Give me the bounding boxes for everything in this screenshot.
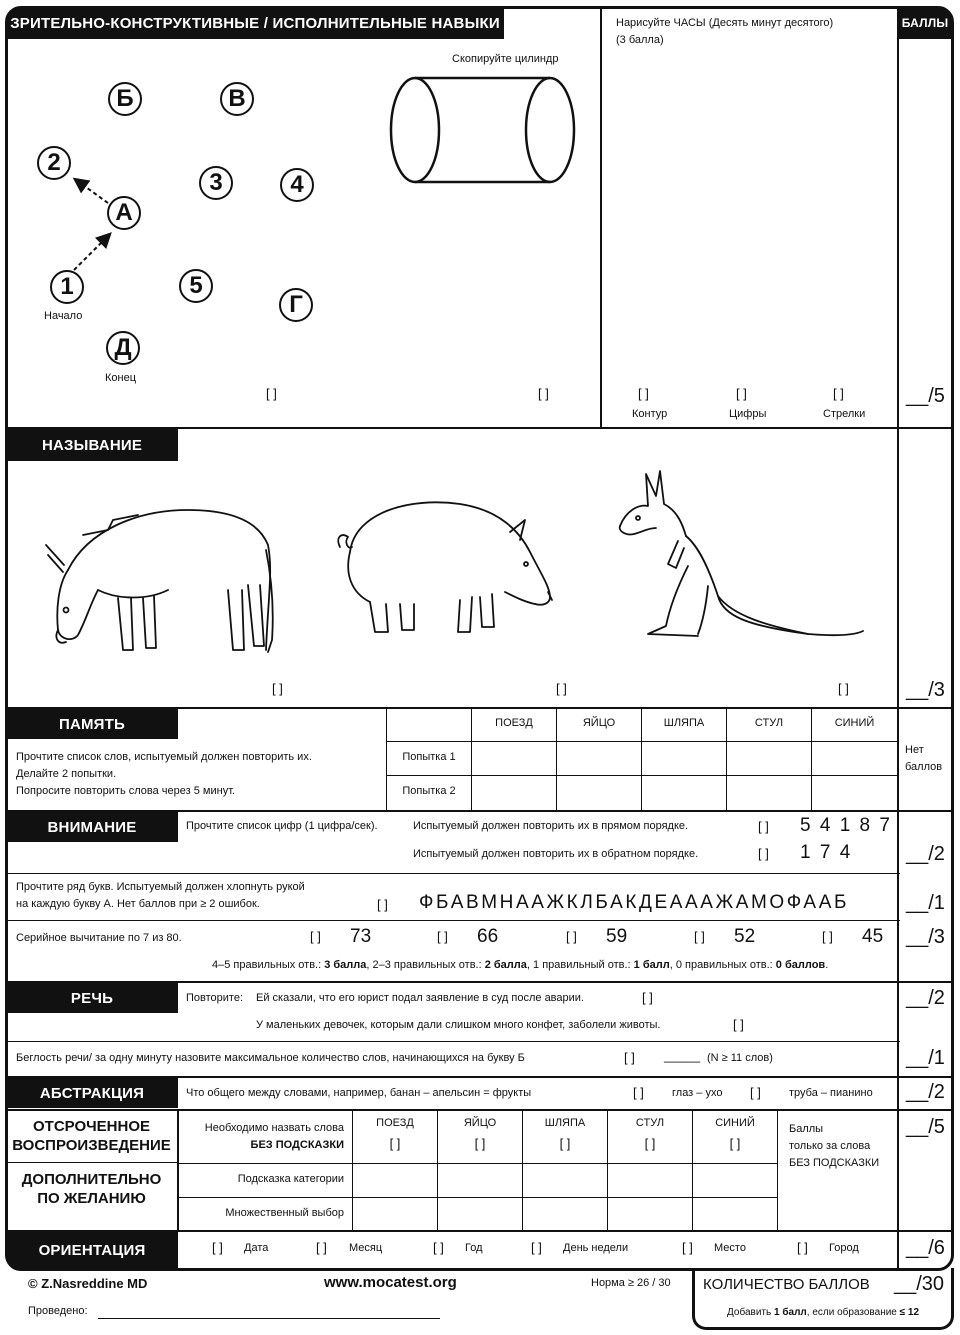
score-bracket[interactable]: [ ] bbox=[316, 1240, 327, 1255]
website-link[interactable]: www.mocatest.org bbox=[324, 1274, 457, 1291]
score-bracket[interactable]: [ ] bbox=[682, 1240, 693, 1255]
memory-word-header: ЯЙЦО bbox=[582, 717, 616, 729]
grid-line bbox=[386, 741, 897, 742]
score-bracket[interactable]: [ ] bbox=[531, 1240, 542, 1255]
score-bracket[interactable]: [ ] bbox=[638, 386, 649, 401]
score-bracket[interactable]: [ ] bbox=[559, 1136, 571, 1151]
orientation-item: Дата bbox=[244, 1242, 269, 1254]
orientation-item: Месяц bbox=[349, 1242, 383, 1254]
score-delayed: __/5 bbox=[906, 1116, 945, 1138]
score-digits: __/2 bbox=[906, 843, 945, 865]
repeat-sentence-2: У маленьких девочек, которым дали слишком много конфет, заболели животы. bbox=[256, 1019, 661, 1031]
score-bracket[interactable]: [ ] bbox=[642, 990, 653, 1005]
divider bbox=[600, 6, 602, 427]
education-bonus-note bbox=[727, 1307, 919, 1318]
section-header-memory: ПАМЯТЬ bbox=[6, 709, 178, 739]
score-naming: __/3 bbox=[906, 679, 945, 701]
trail-node: 5 bbox=[179, 269, 213, 303]
section-header-language: РЕЧЬ bbox=[6, 983, 178, 1013]
orientation-item: День недели bbox=[563, 1242, 629, 1254]
score-total: __/30 bbox=[894, 1273, 945, 1295]
header-line: ВОСПРОИЗВЕДЕНИЕ bbox=[12, 1137, 171, 1154]
delayed-points-note bbox=[789, 1121, 879, 1172]
score-column-divider bbox=[897, 6, 899, 1271]
memory-no-points-line: Нет bbox=[905, 744, 924, 756]
trail-arrow bbox=[76, 180, 108, 203]
delayed-word-header: ШЛЯПА bbox=[544, 1117, 586, 1129]
fluency-instruction: Беглость речи/ за одну минуту назовите максимальное количество слов, начинающихся на букву Б bbox=[16, 1052, 525, 1064]
divider bbox=[177, 1109, 179, 1230]
note-line: Баллы bbox=[789, 1123, 824, 1135]
score-bracket[interactable]: [ ] bbox=[566, 929, 577, 944]
divider bbox=[5, 1041, 900, 1042]
letter-sequence: ФБАВМНААЖКЛБАКДЕАААЖАМОФААБ bbox=[419, 892, 850, 913]
score-bracket[interactable]: [ ] bbox=[556, 681, 567, 696]
divider bbox=[6, 1162, 177, 1163]
memory-instruction-line: Делайте 2 попытки. bbox=[16, 768, 117, 780]
trail-making-arrows bbox=[6, 40, 366, 400]
copyright: © Z.Nasreddine MD bbox=[28, 1276, 148, 1291]
score-abstraction: __/2 bbox=[906, 1081, 945, 1103]
note-text: , если образование bbox=[806, 1307, 900, 1318]
divider bbox=[5, 1109, 954, 1111]
scoring-text: 1 балл bbox=[633, 959, 670, 971]
orientation-item: Год bbox=[465, 1242, 483, 1254]
trail-node: В bbox=[220, 82, 254, 116]
score-serial7: __/3 bbox=[906, 926, 945, 948]
cylinder-drawing bbox=[385, 72, 585, 190]
scoring-text: , 0 правильных отв.: bbox=[669, 959, 776, 971]
clock-numbers-label: Цифры bbox=[729, 408, 767, 420]
norm-label: Норма ≥ 26 / 30 bbox=[591, 1277, 671, 1289]
score-bracket[interactable]: [ ] bbox=[736, 386, 747, 401]
score-bracket[interactable]: [ ] bbox=[377, 897, 388, 912]
grid-line bbox=[178, 1163, 777, 1164]
grid-line bbox=[777, 1109, 778, 1230]
section-header-visuo: ЗРИТЕЛЬНО-КОНСТРУКТИВНЫЕ / ИСПОЛНИТЕЛЬНЫЕ НАВЫКИ bbox=[6, 7, 504, 39]
score-bracket[interactable]: [ ] bbox=[310, 929, 321, 944]
trail-node: 3 bbox=[199, 166, 233, 200]
score-bracket[interactable]: [ ] bbox=[633, 1085, 644, 1100]
score-bracket[interactable]: [ ] bbox=[758, 846, 769, 861]
digits-instruction: Прочтите список цифр (1 цифра/сек). bbox=[186, 820, 378, 832]
note-text: 1 балл bbox=[773, 1307, 807, 1318]
memory-instructions bbox=[16, 749, 312, 800]
memory-trial-1-label: Попытка 1 bbox=[402, 751, 456, 763]
delayed-instruction-line: Необходимо назвать слова bbox=[204, 1122, 344, 1134]
scoring-text: . bbox=[825, 959, 829, 971]
score-letters: __/1 bbox=[906, 892, 945, 914]
fluency-count-field[interactable]: _____ bbox=[664, 1048, 701, 1063]
delayed-word-header: СИНИЙ bbox=[715, 1117, 755, 1129]
scoring-text: , 2–3 правильных отв.: bbox=[366, 959, 485, 971]
fluency-norm: (N ≥ 11 слов) bbox=[707, 1052, 773, 1064]
letters-instructions bbox=[16, 879, 305, 913]
score-bracket[interactable]: [ ] bbox=[750, 1085, 761, 1100]
serial7-value: 66 bbox=[477, 926, 499, 947]
delayed-word-header: ПОЕЗД bbox=[376, 1117, 414, 1129]
trail-node: 2 bbox=[37, 146, 71, 180]
serial7-scoring-rules bbox=[212, 959, 828, 971]
abstraction-pair-2: труба – пианино bbox=[789, 1087, 873, 1099]
delayed-instruction-line: БЕЗ ПОДСКАЗКИ bbox=[250, 1139, 344, 1151]
backward-instruction: Испытуемый должен повторить их в обратном порядке. bbox=[413, 848, 699, 860]
score-visuo: __/5 bbox=[906, 385, 945, 407]
score-bracket[interactable]: [ ] bbox=[694, 929, 705, 944]
score-bracket[interactable]: [ ] bbox=[272, 681, 283, 696]
forward-instruction: Испытуемый должен повторить их в прямом порядке. bbox=[413, 820, 689, 832]
abstraction-pair-1: глаз – ухо bbox=[672, 1087, 723, 1099]
section-header-naming: НАЗЫВАНИЕ bbox=[6, 429, 178, 461]
serial7-value: 59 bbox=[606, 926, 628, 947]
note-line: только за слова bbox=[789, 1140, 871, 1152]
score-bracket[interactable]: [ ] bbox=[437, 929, 448, 944]
forward-digits: 5 4 1 8 7 bbox=[800, 815, 892, 836]
score-bracket[interactable]: [ ] bbox=[729, 1136, 741, 1151]
orientation-item: Место bbox=[714, 1242, 746, 1254]
score-repeat: __/2 bbox=[906, 987, 945, 1009]
score-bracket[interactable]: [ ] bbox=[212, 1240, 223, 1255]
scoring-text: 4–5 правильных отв.: bbox=[212, 959, 325, 971]
delayed-word-header: СТУЛ bbox=[635, 1117, 665, 1129]
grid-line bbox=[386, 775, 897, 776]
delayed-instruction bbox=[186, 1120, 344, 1154]
clock-points: (3 балла) bbox=[616, 34, 664, 46]
clock-hands-label: Стрелки bbox=[823, 408, 866, 420]
scoring-text: 3 балла bbox=[324, 959, 367, 971]
section-header-orientation: ОРИЕНТАЦИЯ bbox=[6, 1232, 178, 1268]
scoring-text: , 1 правильный отв.: bbox=[526, 959, 634, 971]
score-bracket[interactable]: [ ] bbox=[797, 1240, 808, 1255]
trail-start-label: Начало bbox=[44, 310, 83, 322]
repeat-label: Повторите: bbox=[186, 992, 244, 1004]
section-header-attention: ВНИМАНИЕ bbox=[6, 812, 178, 842]
score-bracket[interactable]: [ ] bbox=[838, 681, 849, 696]
divider bbox=[5, 920, 900, 921]
conducted-by-field[interactable] bbox=[98, 1318, 440, 1319]
animal-pig-image bbox=[330, 492, 560, 642]
score-bracket[interactable]: [ ] bbox=[833, 386, 844, 401]
memory-instruction-line: Попросите повторить слова через 5 минут. bbox=[16, 785, 236, 797]
divider bbox=[5, 873, 900, 874]
category-cue-label: Подсказка категории bbox=[237, 1173, 344, 1185]
score-bracket[interactable]: [ ] bbox=[733, 1017, 744, 1032]
trail-node: Д bbox=[106, 331, 140, 365]
memory-no-points-line: баллов bbox=[905, 761, 943, 773]
animal-kangaroo-image bbox=[608, 466, 868, 646]
score-bracket[interactable]: [ ] bbox=[474, 1136, 486, 1151]
memory-word-header: СИНИЙ bbox=[834, 717, 875, 729]
memory-word-header: СТУЛ bbox=[754, 717, 784, 729]
score-bracket[interactable]: [ ] bbox=[644, 1136, 656, 1151]
cube-copy-label: Скопируйте цилиндр bbox=[452, 53, 559, 65]
note-text: Добавить bbox=[727, 1307, 774, 1318]
score-fluency: __/1 bbox=[906, 1047, 945, 1069]
score-bracket[interactable]: [ ] bbox=[389, 1136, 401, 1151]
clock-instruction: Нарисуйте ЧАСЫ (Десять минут десятого) bbox=[616, 17, 834, 29]
points-column-header: БАЛЛЫ bbox=[899, 7, 951, 39]
trail-arrow bbox=[74, 235, 109, 270]
multiple-choice-label: Множественный выбор bbox=[225, 1207, 344, 1219]
section-header-optional bbox=[6, 1170, 177, 1208]
serial7-value: 45 bbox=[862, 926, 884, 947]
orientation-item: Город bbox=[829, 1242, 859, 1254]
scoring-text: 0 баллов bbox=[775, 959, 826, 971]
section-header-abstraction: АБСТРАКЦИЯ bbox=[6, 1078, 178, 1108]
score-orientation: __/6 bbox=[906, 1237, 945, 1259]
backward-digits: 1 7 4 bbox=[800, 842, 853, 863]
memory-trial-2-label: Попытка 2 bbox=[402, 785, 456, 797]
memory-no-points bbox=[905, 742, 942, 776]
note-line: БЕЗ ПОДСКАЗКИ bbox=[789, 1157, 880, 1169]
serial7-value: 73 bbox=[350, 926, 372, 947]
header-line: ОТСРОЧЕННОЕ bbox=[32, 1118, 151, 1135]
section-header-delayed-recall bbox=[6, 1117, 177, 1155]
clock-contour-label: Контур bbox=[632, 408, 668, 420]
note-text: ≤ 12 bbox=[899, 1307, 920, 1318]
trail-node: А bbox=[107, 196, 141, 230]
score-bracket[interactable]: [ ] bbox=[538, 386, 549, 401]
total-score-label: КОЛИЧЕСТВО БАЛЛОВ bbox=[703, 1276, 870, 1293]
trail-node: Г bbox=[279, 288, 313, 322]
memory-word-header: ПОЕЗД bbox=[495, 717, 533, 729]
repeat-sentence-1: Ей сказали, что его юрист подал заявление в суд после аварии. bbox=[256, 992, 584, 1004]
letters-instruction-line: на каждую букву А. Нет баллов при ≥ 2 ошибок. bbox=[16, 898, 260, 910]
scoring-text: 2 балла bbox=[484, 959, 527, 971]
memory-word-header: ШЛЯПА bbox=[663, 717, 705, 729]
serial7-value: 52 bbox=[734, 926, 756, 947]
score-bracket[interactable]: [ ] bbox=[624, 1050, 635, 1065]
delayed-word-header: ЯЙЦО bbox=[463, 1117, 497, 1129]
conducted-by-label: Проведено: bbox=[28, 1305, 88, 1317]
score-bracket[interactable]: [ ] bbox=[758, 819, 769, 834]
score-bracket[interactable]: [ ] bbox=[822, 929, 833, 944]
score-bracket[interactable]: [ ] bbox=[433, 1240, 444, 1255]
animal-donkey-image bbox=[28, 490, 278, 660]
trail-node: Б bbox=[108, 82, 142, 116]
grid-line bbox=[178, 1197, 777, 1198]
trail-end-label: Конец bbox=[105, 372, 137, 384]
score-bracket[interactable]: [ ] bbox=[266, 386, 277, 401]
letters-instruction-line: Прочтите ряд букв. Испытуемый должен хлопнуть рукой bbox=[16, 881, 305, 893]
header-line: ПО ЖЕЛАНИЮ bbox=[37, 1190, 146, 1207]
memory-instruction-line: Прочтите список слов, испытуемый должен повторить их. bbox=[16, 751, 312, 763]
header-line: ДОПОЛНИТЕЛЬНО bbox=[21, 1171, 162, 1188]
trail-node: 1 bbox=[50, 270, 84, 304]
serial7-instruction: Серийное вычитание по 7 из 80. bbox=[16, 932, 182, 944]
abstraction-instruction: Что общего между словами, например, банан – апельсин = фрукты bbox=[186, 1087, 532, 1099]
trail-node: 4 bbox=[280, 168, 314, 202]
